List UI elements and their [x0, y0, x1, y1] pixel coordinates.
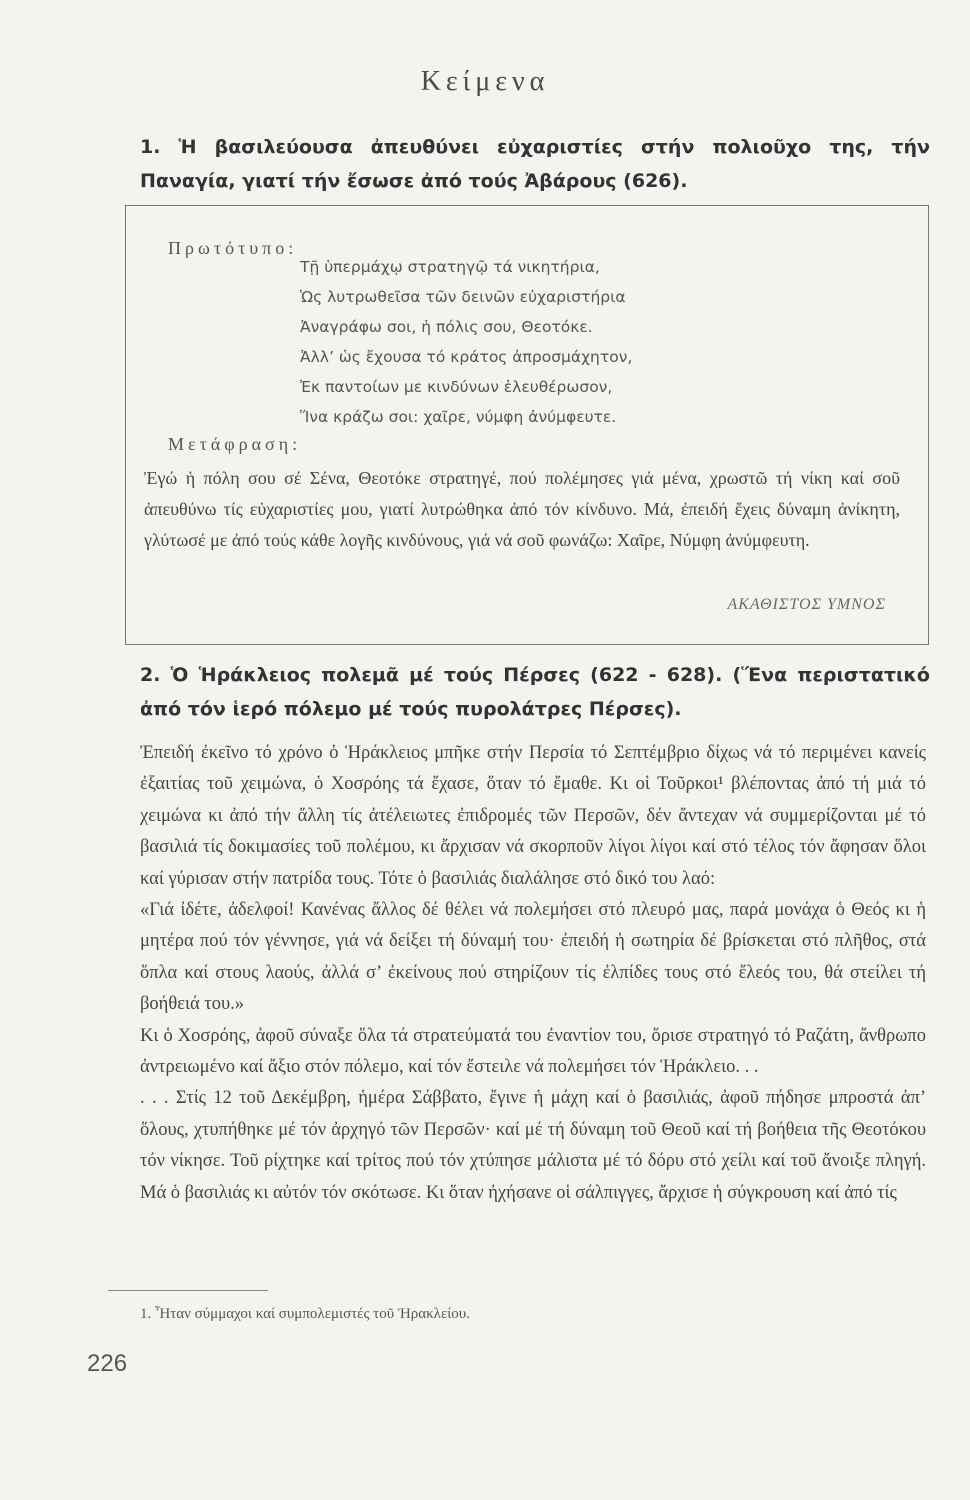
- footnote-divider: [108, 1290, 268, 1291]
- body-paragraph: Κι ὁ Χοσρόης, ἀφοῦ σύναξε ὅλα τά στρατεύματά του ἐναντίον του, ὅρισε στρατηγό τό Ραζάτη, ἄνθρωπο ἀντρειωμένο καί ἄξιο στόν πόλεμο, καί τόν ἔστειλε νά πολεμήσει τόν Ἡράκλειο. . .: [140, 1025, 926, 1078]
- body-paragraph: Ἐπειδή ἐκεῖνο τό χρόνο ὁ Ἡράκλειος μπῆκε στήν Περσία τό Σεπτέμβριο δίχως νά τό περιμένει κανείς ἐξαιτίας τοῦ χειμώνα, ὁ Χοσρόης τά ἔχασε, ὅταν τό ἔμαθε. Κι οἱ Τοῦρκοι¹ βλέποντας ἀπό τή μιά τό χειμώνα κι ἀπό τήν ἄλλη τίς ἀτέλειωτες ἐπιδρομές τῶν Περσῶν, δέν ἄντεχαν νά συμμερίζονται μέ τό βασιλιά τίς δοκιμασίες τοῦ πολέμου, κι ἄρχισαν νά σκορποῦν λίγοι λίγοι καί στό τέλος τόν ἄφησαν ὅλοι καί γύρισαν στήν πατρίδα τους. Τότε ὁ βασιλιάς διαλάλησε στό δικό του λαό:: [140, 743, 926, 889]
- poem-line: Ἀναγράφω σοι, ἡ πόλις σου, Θεοτόκε.: [300, 318, 593, 336]
- section-2-body: [140, 738, 926, 1209]
- body-paragraph: «Γιά ἰδέτε, ἀδελφοί! Κανένας ἄλλος δέ θέλει νά πολεμήσει στό πλευρό μας, παρά μονάχα ὁ Θεός κι ἡ μητέρα πού τόν γέννησε, γιά νά δείξει τή δύναμή του· ἐπειδή ἡ σωτηρία δέ βρίσκεται στό πλῆθος, στά ὅπλα καί στους λαούς, ἀλλά σ’ ἐκείνους πού στηρίζουν τίς ἐλπίδες τους στό ἔλεός του, θά στείλει τή βοήθειά του.»: [140, 900, 926, 1015]
- poem-line: Ὡς λυτρωθεῖσα τῶν δεινῶν εὐχαριστήρια: [300, 288, 626, 306]
- poem-original: [300, 252, 632, 432]
- section-1-heading: 1. Ἡ βασιλεύουσα ἀπευθύνει εὐχαριστίες στήν πολιοῦχο της, τήν Παναγία, γιατί τήν ἔσωσε ἀπό τούς Ἀβάρους (626).: [140, 136, 930, 192]
- poem-line: Τῇ ὑπερμάχῳ στρατηγῷ τά νικητήρια,: [300, 258, 600, 276]
- translation-text: Ἐγώ ἡ πόλη σου σέ Σένα, Θεοτόκε στρατηγέ, πού πολέμησες γιά μένα, χρωστῶ τή νίκη καί σοῦ ἀπευθύνω τίς εὐχαριστίες μου, γιατί λυτρώθηκα ἀπό τόν κίνδυνο. Μά, ἐπειδή ἔχεις δύναμη ἀνίκητη, γλύτωσέ με ἀπό τούς κάθε λογῆς κινδύνους, γιά νά σοῦ φωνάζω: Χαῖρε, Νύμφη ἀνύμφευτη.: [144, 468, 900, 550]
- poem-line: Ἵνα κράζω σοι: χαῖρε, νύμφη ἀνύμφευτε.: [300, 408, 617, 426]
- attribution: ΑΚΑΘΙΣΤΟΣ ΥΜΝΟΣ: [727, 596, 886, 613]
- footnote: 1. Ἦταν σύμμαχοι καί συμπολεμιστές τοῦ Ἡρακλείου.: [140, 1306, 470, 1322]
- original-label: Πρωτότυπο:: [168, 238, 298, 258]
- poem-line: Ἀλλ’ ὡς ἔχουσα τό κράτος ἀπροσμάχητον,: [300, 348, 633, 366]
- source-text-box: [125, 205, 929, 645]
- translation-label: Μετάφραση:: [168, 434, 302, 454]
- page-title: Κείμενα: [420, 66, 550, 97]
- body-paragraph: . . . Στίς 12 τοῦ Δεκέμβρη, ἡμέρα Σάββατο, ἔγινε ἡ μάχη καί ὁ βασιλιάς, ἀφοῦ πήδησε μπροστά ἀπ’ ὅλους, χτυπήθηκε μέ τόν ἀρχηγό τῶν Περσῶν· καί μέ τή δύναμη τοῦ Θεοῦ καί τή βοήθεια τῆς Θεοτόκου τόν νίκησε. Τοῦ ρίχτηκε καί τρίτος πού τόν χτύπησε μάλιστα μέ τό δόρυ στό χείλι καί τοῦ ἄνοιξε πληγή. Μά ὁ βασιλιάς κι αὐτόν τόν σκότωσε. Κι ὅταν ἠχήσανε οἱ σάλπιγγες, ἄρχισε ἡ σύγκρουση καί ἀπό τίς: [140, 1088, 926, 1203]
- poem-line: Ἐκ παντοίων με κινδύνων ἐλευθέρωσον,: [300, 378, 613, 396]
- page-number: 226: [87, 1350, 128, 1377]
- section-2-heading: 2. Ὁ Ἡράκλειος πολεμᾶ μέ τούς Πέρσες (622 - 628). (Ἕνα περιστατικό ἀπό τόν ἱερό πόλεμο μέ τούς πυρολάτρες Πέρσες).: [140, 664, 930, 720]
